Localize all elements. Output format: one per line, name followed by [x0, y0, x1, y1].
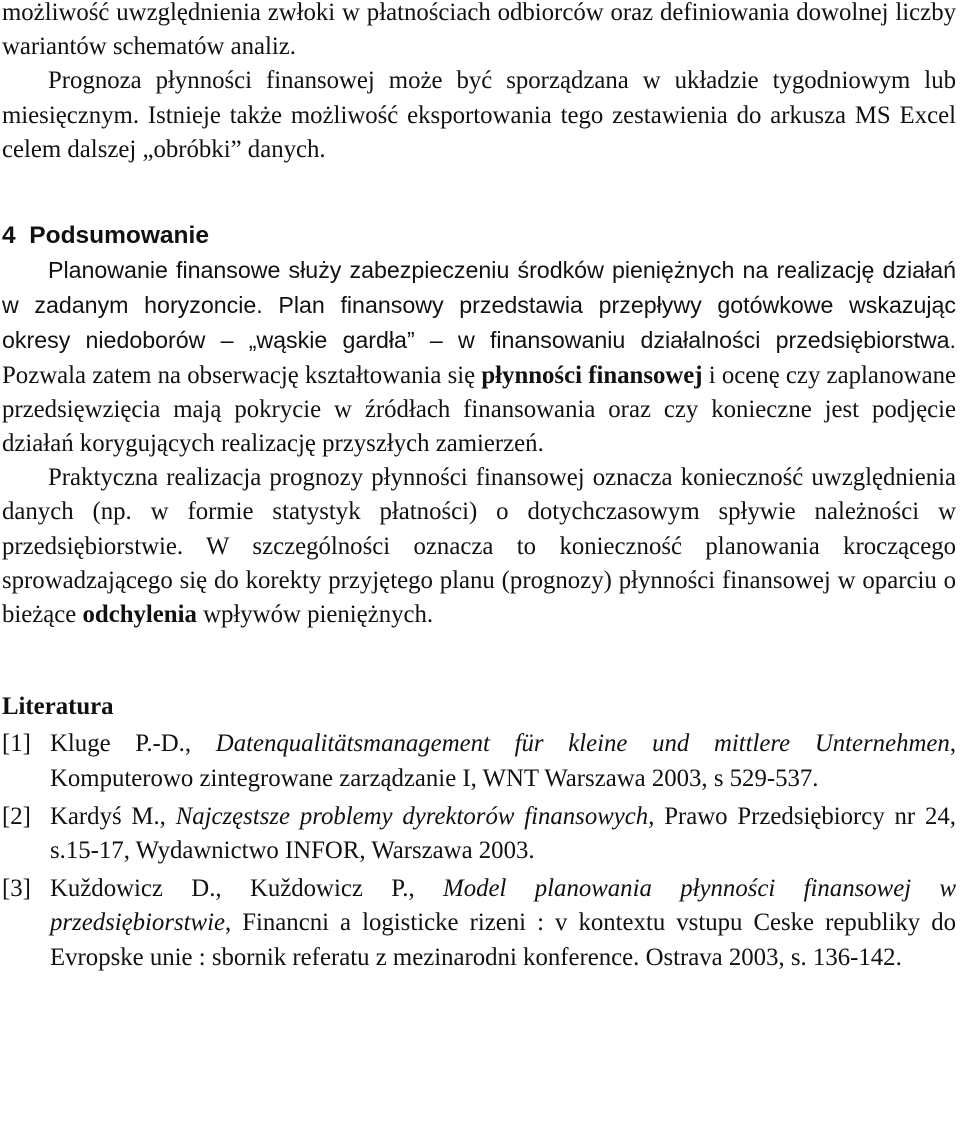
summary-bold-deviations: odchylenia	[82, 601, 197, 629]
section-number: 4	[2, 222, 16, 250]
summary-paragraph-1	[2, 253, 956, 461]
reference-details: , Komputerowo zintegrowane zarządzanie I, WNT Warszawa 2003, s 529-537.	[50, 730, 957, 792]
reference-details: , Financni a logisticke rizeni : v kontextu vstupu Ceske republiky do Evropske unie : sbornik referatu z mezinarodni konference. Ostrava 2003, s. 136-142.	[50, 909, 956, 971]
reference-title: Datenqualitätsmanagement für kleine und mittlere Unternehmen	[215, 730, 950, 758]
reference-number: [1]	[2, 730, 31, 758]
reference-author: Kuždowicz D., Kuždowicz P.,	[50, 875, 444, 903]
reference-item	[2, 872, 956, 975]
reference-title: Najczęstsze problemy dyrektorów finansowych	[175, 802, 649, 830]
intro-paragraph-continued	[2, 0, 956, 64]
literature-heading: Literatura	[2, 693, 114, 721]
intro-paragraph	[2, 64, 956, 167]
summary-paragraph-2	[2, 461, 956, 632]
reference-item	[2, 727, 956, 795]
reference-author: Kardyś M.,	[50, 802, 176, 830]
summary-text-2a: Praktyczna realizacja prognozy płynności finansowej oznacza konieczność uwzględnienia danych (np. w formie statystyk płatności) o dotychczasowym spływie należności w przedsiębiorstwie. W szczególności oznacza to konieczność planowania kroczącego sprowadzającego się do korekty przyjętego planu (prognozy) płynności finansowej w oparciu o bieżące	[2, 464, 956, 629]
reference-author: Kluge P.-D.,	[50, 730, 216, 758]
summary-text-1c: i ocenę czy zaplanowane przedsięwzięcia mają pokrycie w źródłach finansowania oraz czy konieczne jest podjęcie działań korygujących realizację przyszłych zamierzeń.	[2, 361, 956, 458]
summary-text-2b: wpływów pieniężnych.	[196, 601, 434, 629]
section-title: Podsumowanie	[29, 222, 209, 250]
section-heading	[2, 219, 956, 253]
summary-text-1b: Pozwala zatem na obserwację kształtowania się	[2, 361, 482, 389]
reference-item	[2, 800, 956, 868]
summary-text-1a: Planowanie finansowe służy zabezpieczeniu środków pieniężnych na realizację działań w zadanym horyzoncie. Plan finansowy przedstawia przepływy gotówkowe wskazując okresy niedoborów – „wąskie gardła” – w finansowaniu działalności przedsiębiorstwa.	[2, 257, 956, 354]
reference-title: Model planowania płynności finansowej w przedsiębiorstwie	[50, 875, 956, 937]
reference-details: , Prawo Przedsiębiorcy nr 24, s.15-17, Wydawnictwo INFOR, Warszawa 2003.	[50, 802, 956, 865]
intro-text-2: Prognoza płynności finansowej może być sporządzana w układzie tygodniowym lub miesięcznym. Istnieje także możliwość eksportowania tego zestawienia do arkusza MS Excel celem dalszej „obróbki” danych.	[2, 67, 956, 163]
intro-text-1: możliwość uwzględnienia zwłoki w płatnościach odbiorców oraz definiowania dowolnej liczby wariantów schematów analiz.	[2, 0, 956, 61]
summary-bold-liquidity: płynności finansowej	[481, 361, 703, 389]
reference-number: [2]	[2, 802, 31, 830]
reference-number: [3]	[2, 875, 31, 903]
